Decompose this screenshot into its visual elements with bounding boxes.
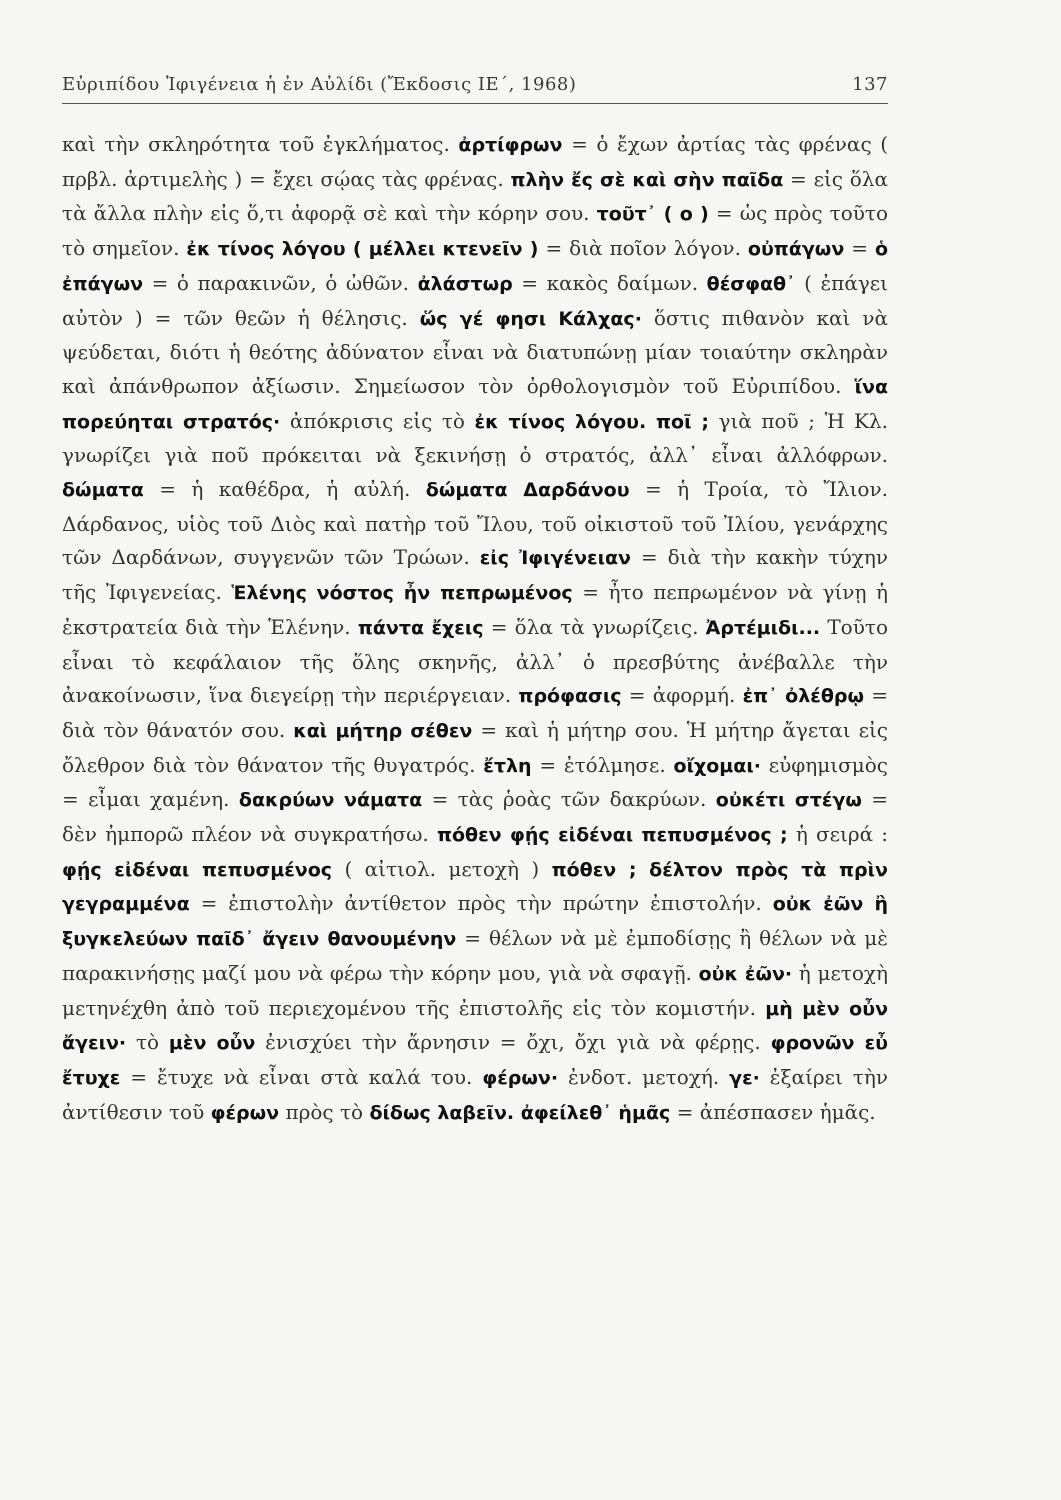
gloss-text: ( αἰτιολ. μετοχὴ ) [332,856,552,881]
gloss-text: = ὁ παρακινῶν, ὁ ὠθῶν. [143,270,418,295]
gloss-text: ἐνισχύει τὴν ἄρνησιν = ὄχι, ὄχι γιὰ νὰ φέρῃς. [255,1030,771,1055]
gloss-text: = ἀφορμή. [621,683,743,708]
gloss-text: ἡ σειρά : [787,822,889,847]
lemma: ἐκ τίνος λόγου. ποῖ ; [474,410,709,433]
gloss-text: = ἐτόλμησε. [531,752,674,777]
lemma: ὁ ἐπάγων [62,238,889,295]
gloss-text: εὐφημισμὸς = εἶμαι χαμένη. [62,752,888,812]
lemma: γε· [729,1066,760,1089]
lemma: μὲν οὖν [168,1032,256,1055]
lemma: πλὴν ἔς σὲ καὶ σὴν παῖδα [510,168,784,191]
lemma: Ἑλένης νόστος ἦν πεπρωμένος [231,582,573,605]
running-head-title: Εὐριπίδου Ἰφιγένεια ἡ ἐν Αὐλίδι (Ἔκδοσις ΙΕ΄, 1968) [62,74,577,95]
gloss-text: = τὰς ῥοὰς τῶν δακρύων. [422,787,716,812]
running-head [62,74,888,104]
lemma: ἐπ᾽ ὀλέθρῳ [742,685,864,708]
gloss-text: ὅστις πιθανὸν καὶ νὰ ψεύδεται, διότι ἡ θεότης ἀδύνατον εἶναι νὰ διατυπώνῃ μίαν τοιαύτην σκληρὰν καὶ ἀπάνθρωπον ἀξίωσιν. Σημείωσον τὸν ὀρθολογισμὸν τοῦ Εὐριπίδου. [62,305,888,398]
gloss-text: γιὰ ποῦ ; Ἡ Κλ. γνωρίζει γιὰ ποῦ πρόκειται νὰ ξεκινήσῃ ὁ στρατός, ἀλλ᾽ εἶναι ἀλλόφρων. [62,408,888,468]
lemma: ἐκ τίνος λόγου ( μέλλει κτενεῖν ) [186,238,539,261]
gloss-text: = κακὸς δαίμων. [512,270,707,295]
lemma: ἀρτίφρων [458,134,563,156]
gloss-text: = ὁ ἔχων ἀρτίας τὰς φρένας ( πρβλ. ἀρτιμελὴς ) = ἔχει σῴας τὰς φρένας. [62,132,889,191]
gloss-text: ἡ μετοχὴ μετηνέχθη ἀπὸ τοῦ περιεχομένου τῆς ἐπιστολῆς εἰς τὸν κομιστήν. [62,960,889,1020]
lemma: οὐκ ἐῶν ἢ ξυγκελεύων παῖδ᾽ ἄγειν θανουμένην [62,893,889,951]
gloss-text: = ὅλα τὰ γνωρίζεις. [483,614,706,639]
gloss-text: = ἔτυχε νὰ εἶναι στὰ καλά του. [120,1064,483,1089]
lemma: οὐπάγων [747,238,845,261]
gloss-text: = ἀπέσπασεν ἡμᾶς. [670,1099,876,1124]
lemma: οἴχομαι· [673,754,761,777]
lemma: καὶ μήτηρ σέθεν [293,719,473,742]
gloss-text: = θέλων νὰ μὲ ἐμποδίσῃς ἢ θέλων νὰ μὲ παρακινήσῃς μαζί μου νὰ φέρω τὴν κόρην μου, γιὰ νὰ σφαγῇ. [62,926,888,985]
gloss-text: = διὰ τὴν κακὴν τύχην τῆς Ἰφιγενείας. [62,545,888,605]
gloss-text: ἐνδοτ. μετοχή. [558,1064,730,1089]
lemma: φέρων [210,1101,280,1124]
lemma: φῄς εἰδέναι πεπυσμένος [62,858,333,881]
lemma: πόθεν φῄς εἰδέναι πεπυσμένος ; [436,824,788,847]
gloss-text: ἀπόκρισις εἰς τὸ [280,408,475,433]
lemma: ἔτλη [483,754,532,777]
gloss-text: καὶ τὴν σκληρότητα τοῦ ἐγκλήματος. [62,132,459,156]
lemma: μὴ μὲν οὖν ἄγειν· [62,997,889,1055]
page-number: 137 [852,74,888,95]
gloss-text: = δὲν ἠμπορῶ πλέον νὰ συγκρατήσω. [62,787,888,847]
gloss-text: = ἐπιστολὴν ἀντίθετον πρὸς τὴν πρώτην ἐπιστολήν. [189,891,773,916]
lemma: φρονῶν εὖ ἔτυχε [62,1032,888,1089]
lemma: ὥς γέ φησι Κάλχας· [419,307,642,330]
page [62,74,888,1150]
lemma: εἰς Ἰφιγένειαν [479,547,632,570]
lemma: πάντα ἔχεις [357,616,484,639]
lemma: πρόφασις [518,685,622,708]
gloss-text: ( ἐπάγει αὐτὸν ) = τῶν θεῶν ἡ θέλησις. [62,270,888,330]
gloss-text: = [844,236,875,261]
gloss-text: Τοῦτο εἶναι τὸ κεφάλαιον τῆς ὅλης σκηνῆς, ἀλλ᾽ ὁ πρεσβύτης ἀνέβαλλε τὴν ἀνακοίνωσιν, ἵνα διεγείρῃ τὴν περιέργειαν. [62,614,888,708]
lemma: θέσφαθ᾽ [706,272,796,295]
gloss-text: = ἡ Τροία, τὸ Ἴλιον. Δάρδανος, υἱὸς τοῦ Διὸς καὶ πατὴρ τοῦ Ἴλου, τοῦ οἰκιστοῦ τοῦ Ἰλίου, γενάρχης τῶν Δαρδάνων, συγγενῶν τῶν Τρώων. [62,477,888,570]
lemma: δώματα [62,479,144,502]
gloss-text: = εἰς ὅλα τὰ ἄλλα πλὴν εἰς ὅ,τι ἀφορᾷ σὲ καὶ τὴν κόρην σου. [62,166,888,226]
lemma: ἵνα πορεύηται στρατός· [62,375,888,433]
gloss-text: = διὰ τὸν θάνατόν σου. [62,683,888,742]
lemma: οὐκ ἐῶν· [698,962,793,985]
lemma: τοῦτ᾽ ( ο ) [596,203,709,226]
lemma: Ἀρτέμιδι... [705,616,821,639]
gloss-text: ἐξαίρει τὴν ἀντίθεσιν τοῦ [62,1064,888,1124]
gloss-text: πρὸς τὸ [279,1099,370,1124]
gloss-text: = ἦτο πεπρωμένον νὰ γίνῃ ἡ ἐκστρατεία διὰ τὴν Ἑλένην. [62,580,888,639]
gloss-text: = διὰ ποῖον λόγον. [538,236,748,261]
commentary-paragraph [62,128,888,1130]
lemma: πόθεν ; δέλτον πρὸς τὰ πρὶν γεγραμμένα [62,858,888,916]
gloss-text: = καὶ ἡ μήτηρ σου. Ἡ μήτηρ ἄγεται εἰς ὄλεθρον διὰ τὸν θάνατον τῆς θυγατρός. [62,717,888,777]
gloss-text: = ὡς πρὸς τοῦτο τὸ σημεῖον. [62,201,888,261]
lemma: φέρων· [482,1066,559,1089]
lemma: δίδως λαβεῖν. ἀφείλεθ᾽ ἡμᾶς [369,1101,671,1124]
gloss-text: τὸ [126,1030,169,1055]
lemma: δώματα Δαρδάνου [425,479,630,502]
lemma: οὐκέτι στέγω [715,789,862,812]
lemma: δακρύων νάματα [238,789,423,812]
lemma: ἀλάστωρ [417,272,513,295]
gloss-text: = ἡ καθέδρα, ἡ αὐλή. [143,477,426,502]
